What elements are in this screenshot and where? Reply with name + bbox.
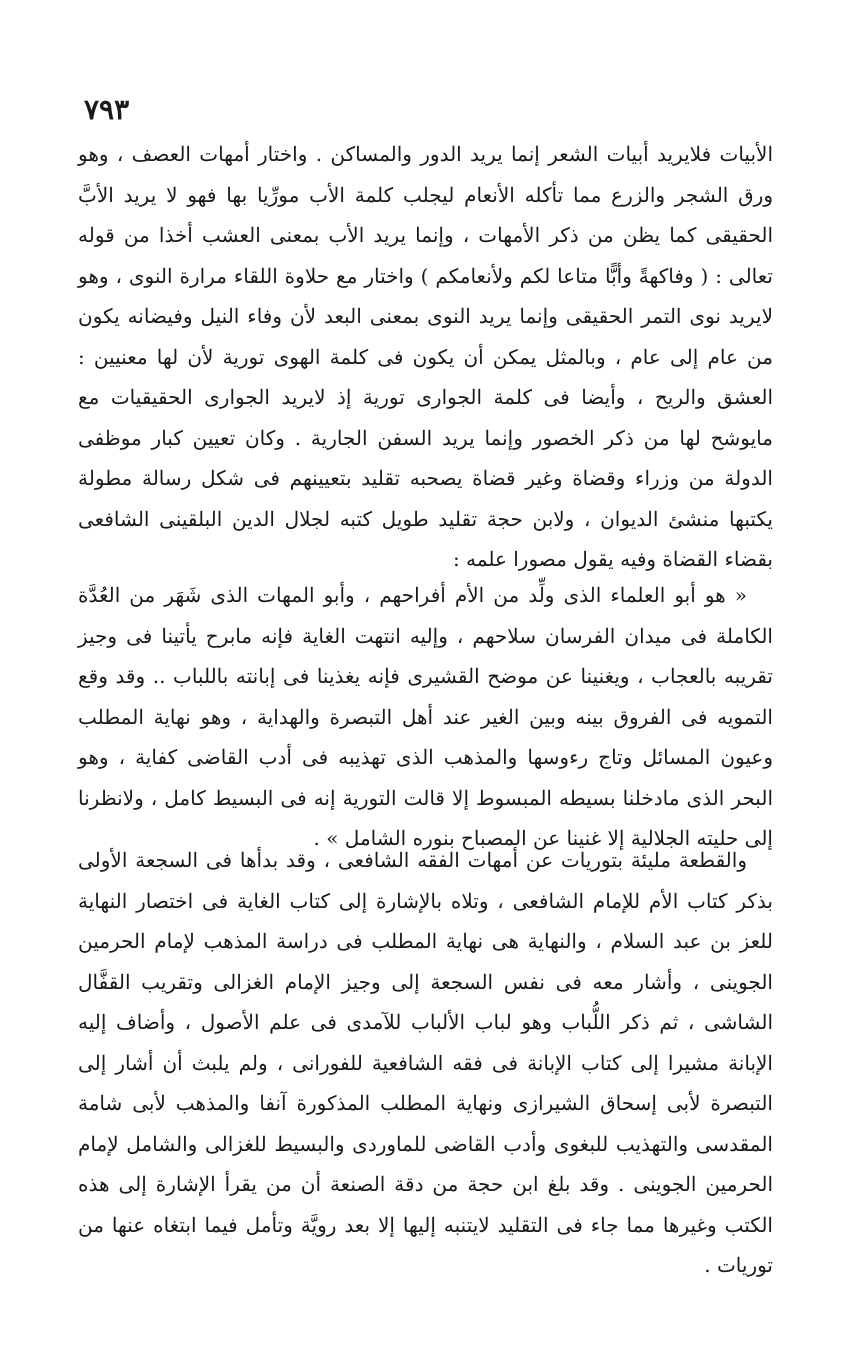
- paragraph-body-1: [78, 134, 773, 580]
- paragraph-2-text: « هو أبو العلماء الذى ولِّد من الأم أفراحهم ، وأبو المهات الذى شَهَر من العُدَّة الكاملة فى ميدان الفرسان سلاحهم ، وإليه انتهت الغاية فإنه مابرح يأتينا فى وجيز تقريبه بالعجاب ، ويغنينا عن موضح القشيرى فإنه يغذينا فى إبانته باللباب .. وقد وقع التمويه فى الفروق بينه وبين الغير عند أهل التبصرة والهداية ، وهو نهاية المطلب وعيون المسائل وتاج رءوسها والمذهب الذى تهذيبه فى أدب القاضى كفاية ، وهو البحر الذى مادخلنا بسيطه المبسوط إلا قالت التورية إنه فى البسيط كامل ، ولانظرنا إلى حليته الجلالية إلا غنينا عن المصباح بنوره الشامل » .: [78, 583, 773, 850]
- paragraph-1-text: الأبيات فلايريد أبيات الشعر إنما يريد الدور والمساكن . واختار أمهات العصف ، وهو ورق الشجر والزرع مما تأكله الأنعام ليجلب كلمة الأب مورِّيا بها فهو لا يريد الأبَّ الحقيقى كما يظن من ذكر الأمهات ، وإنما يريد الأب بمعنى العشب أخذا من قوله تعالى : ( وفاكهةً وأبًّا متاعا لكم ولأنعامكم ) واختار مع حلاوة اللقاء مرارة النوى ، وهو لايريد نوى التمر الحقيقى وإنما يريد النوى بمعنى البعد لأن وفاء النيل وفيضانه يكون من عام إلى عام ، وبالمثل يمكن أن يكون فى كلمة الهوى تورية لأن لها معنيين : العشق والريح ، وأيضا فى كلمة الجوارى تورية إذ لايريد الجوارى الحقيقيات مع مايوشح لها من ذكر الخصور وإنما يريد السفن الجارية . وكان تعيين كبار موظفى الدولة من وزراء وقضاة وغير قضاة يصحبه تقليد بتعيينهم فى شكل رسالة مطولة يكتبها منشئ الديوان ، ولابن حجة تقليد طويل كتبه لجلال الدين البلقينى الشافعى بقضاء القضاة وفيه يقول مصورا علمه :: [78, 142, 773, 571]
- paragraph-quote: [78, 575, 773, 859]
- paragraph-3-text: والقطعة مليئة بتوريات عن أمهات الفقه الشافعى ، وقد بدأها فى السجعة الأولى بذكر كتاب الأم للإمام الشافعى ، وتلاه بالإشارة إلى كتاب الغاية فى اختصار النهاية للعز بن عبد السلام ، والنهاية هى نهاية المطلب فى دراسة المذهب لإمام الحرمين الجوينى ، وأشار معه فى نفس السجعة إلى وجيز الإمام الغزالى وتقريب القفَّال الشاشى ، ثم ذكر اللُّباب وهو لباب الألباب للآمدى فى علم الأصول ، وأضاف إليه الإبانة مشيرا إلى كتاب الإبانة فى فقه الشافعية للفورانى ، ولم يلبث أن أشار إلى التبصرة لأبى إسحاق الشيرازى ونهاية المطلب المذكورة آنفا والمذهب لأبى شامة المقدسى والتهذيب للبغوى وأدب القاضى للماوردى والبسيط للغزالى والشامل لإمام الحرمين الجوينى . وقد بلغ ابن حجة من دقة الصنعة أن من يقرأ الإشارة إلى هذه الكتب وغيرها مما جاء فى التقليد لايتنبه إليها إلا بعد رويَّة وتأمل فيما ابتغاه عنها من توريات .: [78, 848, 773, 1277]
- paragraph-body-3: [78, 840, 773, 1286]
- page-number: ٧٩٣: [84, 93, 130, 126]
